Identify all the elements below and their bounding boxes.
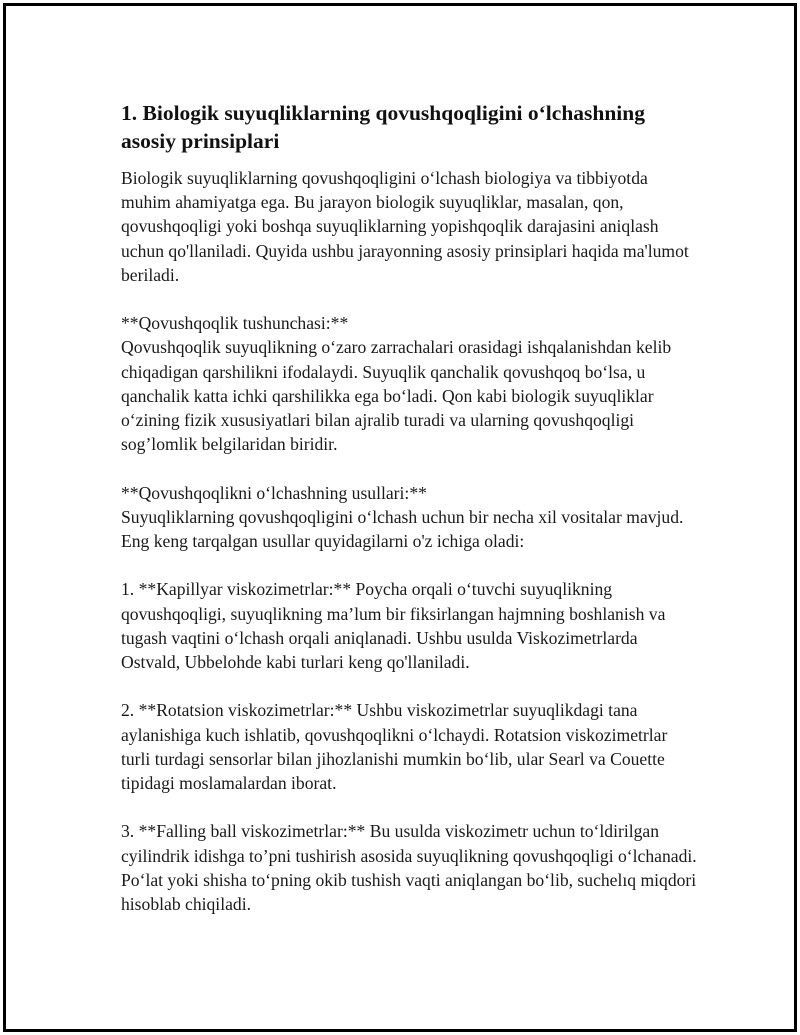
viscosity-concept-paragraph: **Qovushqoqlik tushunchasi:** Qovushqoqlik suyuqlikning o‘zaro zarrachalari orasidagi ishqalanishdan kelib chiqadigan qarshilikni ifodalaydi. Suyuqlik qanchalik qovushqoq bo‘lsa, u qanchalik katta ichki qarshilikka ega bo‘ladi. Qon kabi biologik suyuqliklar o‘zining fizik xususiyatlari bilan ajralib turadi va ularning qovushqoqligi sog’lomlik belgilaridan biridir. (121, 313, 672, 455)
rotational-viscometer-item: 2. **Rotatsion viskozimetrlar:** Ushbu viskozimetrlar suyuqlikdagi tana aylanishiga kuch ishlatib, qovushqoqlikni o‘lchaydi. Rotatsion viskozimetrlar turli turdagi sensorlar bilan jihozlanishi mumkin bo‘lib, ular Searl va Couette tipidagi moslamalardan iborat. (121, 700, 668, 794)
capillary-viscometer-item: 1. **Kapillyar viskozimetrlar:** Poycha orqali o‘tuvchi suyuqlikning qovushqoqligi, suyuqlikning ma’lum bir fiksirlangan hajmning boshlanish va tugash vaqtini o‘lchash orqali aniqlanadi. Ushbu usulda Viskozimetrlarda Ostvald, Ubbelohde kabi turlari keng qo'llaniladi. (121, 579, 666, 673)
document-body (121, 99, 701, 940)
document-title: 1. Biologik suyuqliklarning qovushqoqligini o‘lchashning asosiy prinsiplari (121, 101, 645, 153)
falling-ball-viscometer-item: 3. **Falling ball viskozimetrlar:** Bu usulda viskozimetr uchun to‘ldirilgan cyilindrik idishga to’pni tushirish asosida suyuqlikning qovushqoqligi o‘lchanadi. Po‘lat yoki shisha to‘pning okib tushish vaqti aniqlangan bo‘lib, suchelıq miqdori hisoblab chiqiladi. (121, 821, 697, 915)
measurement-methods-paragraph: **Qovushqoqlikni o‘lchashning usullari:** Suyuqliklarning qovushqoqligini o‘lchash uchun bir necha xil vositalar mavjud. Eng keng tarqalgan usullar quyidagilarni o'z ichiga oladi: (121, 482, 684, 552)
intro-paragraph: Biologik suyuqliklarning qovushqoqligini o‘lchash biologiya va tibbiyotda muhim ahamiyatga ega. Bu jarayon biologik suyuqliklar, masalan, qon, qovushqoqligi yoki boshqa suyuqliklarning yopishqoqlik darajasini aniqlash uchun qo'llaniladi. Quyida ushbu jarayonning asosiy prinsiplari haqida ma'lumot beriladi. (121, 168, 689, 285)
page-frame (3, 3, 797, 1032)
